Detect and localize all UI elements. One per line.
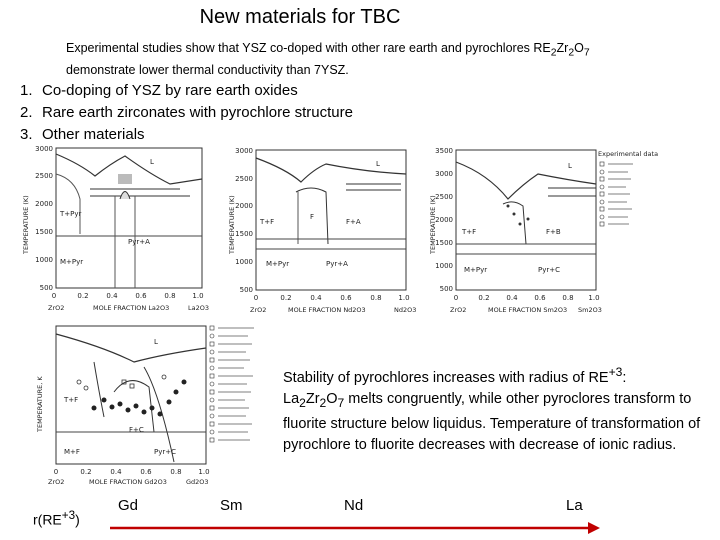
svg-text:0.2: 0.2: [478, 294, 490, 302]
list-item: 3. Other materials: [20, 126, 145, 143]
svg-text:M+Pyr: M+Pyr: [266, 260, 290, 268]
svg-text:0.6: 0.6: [534, 294, 546, 302]
approach-list: [20, 80, 353, 146]
slide-title: New materials for TBC: [199, 6, 401, 28]
svg-text:0.4: 0.4: [506, 294, 518, 302]
svg-text:2500: 2500: [235, 175, 253, 183]
element-nd: Nd: [344, 497, 364, 514]
svg-text:0.4: 0.4: [106, 292, 118, 300]
svg-text:Pyr+A: Pyr+A: [128, 238, 150, 246]
svg-text:500: 500: [39, 284, 53, 292]
svg-text:1.0: 1.0: [588, 294, 600, 302]
svg-text:La2O3: La2O3: [188, 304, 209, 312]
svg-text:M+F: M+F: [64, 448, 80, 456]
svg-text:0.6: 0.6: [340, 294, 352, 302]
svg-text:ZrO2: ZrO2: [450, 306, 467, 314]
svg-text:2500: 2500: [435, 193, 453, 201]
list-item: 2. Rare earth zirconates with pyrochlore structure: [20, 104, 353, 121]
svg-text:Nd2O3: Nd2O3: [394, 306, 417, 314]
svg-text:T+F: T+F: [64, 396, 79, 404]
svg-text:2000: 2000: [435, 216, 453, 224]
element-la: La: [566, 497, 583, 514]
svg-text:0.6: 0.6: [135, 292, 147, 300]
svg-text:MOLE FRACTION Sm2O3: MOLE FRACTION Sm2O3: [488, 306, 568, 314]
svg-text:ZrO2: ZrO2: [48, 304, 65, 312]
element-gd: Gd: [118, 497, 139, 514]
phase-diagram-zro2-la2o3: [20, 144, 220, 319]
svg-text:1500: 1500: [35, 228, 53, 236]
svg-text:TEMPERATURE (K): TEMPERATURE (K): [429, 195, 437, 254]
phase-diagram-zro2-gd2o3: [34, 322, 284, 487]
svg-text:3000: 3000: [435, 170, 453, 178]
svg-text:ZrO2: ZrO2: [48, 478, 65, 486]
svg-text:ZrO2: ZrO2: [250, 306, 267, 314]
svg-text:M+Pyr: M+Pyr: [60, 258, 84, 266]
phase-diagram-zro2-nd2o3: [226, 144, 426, 319]
svg-text:L: L: [154, 338, 158, 346]
svg-text:TEMPERATURE (K): TEMPERATURE (K): [22, 195, 30, 254]
svg-text:L: L: [376, 160, 380, 168]
svg-text:Experimental data: Experimental data: [598, 150, 659, 158]
svg-text:F+A: F+A: [346, 218, 361, 226]
svg-text:M+Pyr: M+Pyr: [464, 266, 488, 274]
svg-text:0: 0: [51, 292, 57, 300]
element-sm: Sm: [220, 497, 243, 514]
svg-text:L: L: [150, 158, 154, 166]
svg-text:TEMPERATURE (K): TEMPERATURE (K): [228, 195, 236, 254]
list-item: 1. Co-doping of YSZ by rare earth oxides: [20, 82, 298, 99]
svg-text:0.8: 0.8: [562, 294, 574, 302]
svg-text:1.0: 1.0: [192, 292, 204, 300]
svg-text:1500: 1500: [435, 239, 453, 247]
svg-text:3000: 3000: [35, 145, 53, 153]
svg-text:500: 500: [239, 286, 253, 294]
svg-text:0: 0: [453, 294, 459, 302]
svg-text:Gd2O3: Gd2O3: [186, 478, 209, 486]
svg-text:0.4: 0.4: [110, 468, 122, 476]
svg-text:T+Pyr: T+Pyr: [60, 210, 82, 218]
svg-text:T+F: T+F: [260, 218, 275, 226]
svg-text:Pyr+C: Pyr+C: [154, 448, 176, 456]
ionic-radius-label: $r(RE^{+3})$: [33, 509, 80, 528]
svg-text:1000: 1000: [435, 262, 453, 270]
svg-text:0.4: 0.4: [310, 294, 322, 302]
svg-text:0.2: 0.2: [280, 294, 292, 302]
svg-text:3500: 3500: [435, 147, 453, 155]
svg-text:2000: 2000: [35, 200, 53, 208]
svg-text:Pyr+C: Pyr+C: [538, 266, 560, 274]
svg-text:3000: 3000: [235, 147, 253, 155]
svg-text:1.0: 1.0: [198, 468, 210, 476]
svg-text:500: 500: [439, 285, 453, 293]
svg-text:MOLE FRACTION Nd2O3: MOLE FRACTION Nd2O3: [288, 306, 366, 314]
svg-text:F+B: F+B: [546, 228, 561, 236]
svg-text:1000: 1000: [35, 256, 53, 264]
svg-text:Pyr+A: Pyr+A: [326, 260, 348, 268]
svg-text:0: 0: [253, 294, 259, 302]
svg-text:Sm2O3: Sm2O3: [578, 306, 602, 314]
svg-text:TEMPERATURE, K: TEMPERATURE, K: [36, 376, 44, 432]
phase-diagram-zro2-sm2o3: [428, 144, 659, 319]
svg-text:0.6: 0.6: [140, 468, 152, 476]
svg-text:0.2: 0.2: [80, 468, 92, 476]
intro-text: Experimental studies show that YSZ co-doped with other rare earth and pyrochlores $RE_2Zr_2O_7$ demonstrate lower thermal conductivity than 7YSZ.: [66, 41, 590, 77]
svg-text:F+C: F+C: [129, 426, 144, 434]
svg-text:1000: 1000: [235, 258, 253, 266]
svg-text:2500: 2500: [35, 172, 53, 180]
svg-text:L: L: [568, 162, 572, 170]
svg-text:0: 0: [53, 468, 59, 476]
svg-text:0.8: 0.8: [164, 292, 176, 300]
svg-text:MOLE FRACTION La2O3: MOLE FRACTION La2O3: [93, 304, 170, 312]
svg-text:MOLE FRACTION Gd2O3: MOLE FRACTION Gd2O3: [89, 478, 167, 486]
stability-note: Stability of pyrochlores increases with radius of $RE^{+3}$: $La_2Zr_2O_7$ melts congruently, while other pyroclores transform to fluorite structure below liquidus. Temperature of transformation of pyrochlore to fluorite decreases with decrease of ionic radius.: [283, 365, 701, 453]
svg-text:F: F: [310, 213, 315, 221]
svg-text:0.8: 0.8: [370, 294, 382, 302]
svg-text:2000: 2000: [235, 202, 253, 210]
svg-text:0.8: 0.8: [170, 468, 182, 476]
svg-text:0.2: 0.2: [77, 292, 89, 300]
svg-text:1500: 1500: [235, 230, 253, 238]
svg-text:1.0: 1.0: [398, 294, 410, 302]
svg-text:T+F: T+F: [462, 228, 477, 236]
radius-arrow: [110, 521, 600, 540]
